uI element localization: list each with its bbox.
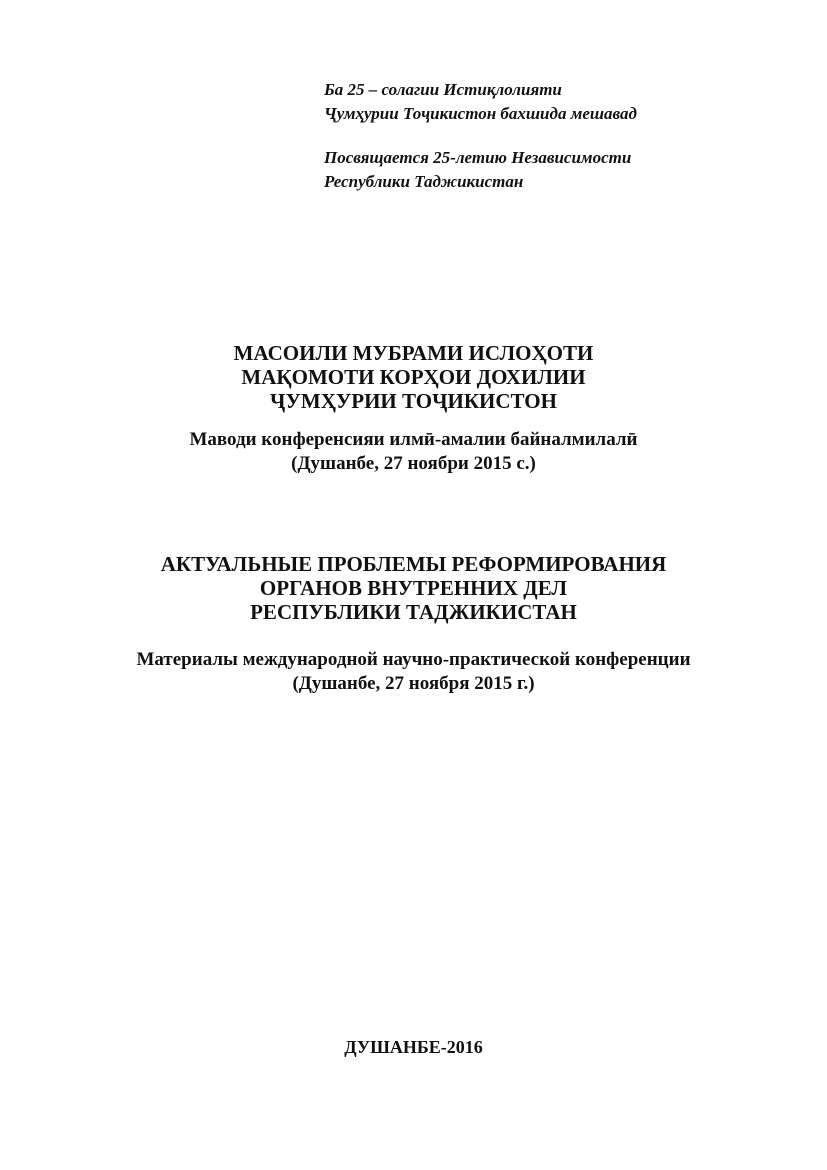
russian-subtitle-date: (Душанбе, 27 ноября 2015 г.) [292, 673, 535, 694]
tajik-title [0, 341, 827, 413]
tajik-subtitle [0, 428, 827, 476]
russian-title-line: АКТУАЛЬНЫЕ ПРОБЛЕМЫ РЕФОРМИРОВАНИЯ [160, 552, 667, 576]
imprint-city-year: ДУШАНБЕ-2016 [344, 1037, 483, 1057]
tajik-title-line: ҶУМҲУРИИ ТОҶИКИСТОН [270, 389, 557, 413]
tajik-title-line: МАСОИЛИ МУБРАМИ ИСЛОҲОТИ [233, 341, 594, 365]
tajik-subtitle-line: Маводи конференсияи илмӣ-амалии байналмилалӣ [189, 429, 638, 450]
dedication-tajik [324, 78, 637, 126]
dedication-russian [324, 146, 631, 194]
dedication-russian-line: Посвящается 25-летию Независимости [324, 148, 632, 167]
tajik-subtitle-date: (Душанбе, 27 ноябри 2015 с.) [291, 453, 536, 474]
russian-title-line: РЕСПУБЛИКИ ТАДЖИКИСТАН [250, 600, 577, 624]
tajik-title-line: МАҚОМОТИ КОРҲОИ ДОХИЛИИ [241, 365, 586, 389]
dedication-russian-line: Республики Таджикистан [324, 172, 524, 191]
dedication-tajik-line: Ҷумҳурии Тоҷикистон бахшида мешавад [324, 104, 637, 123]
russian-subtitle [0, 648, 827, 696]
russian-title-line: ОРГАНОВ ВНУТРЕННИХ ДЕЛ [259, 576, 568, 600]
russian-title [0, 552, 827, 624]
russian-subtitle-line: Материалы международной научно-практической конференции [136, 649, 691, 670]
dedication-tajik-line: Ба 25 – солагии Истиқлолияти [324, 80, 562, 99]
